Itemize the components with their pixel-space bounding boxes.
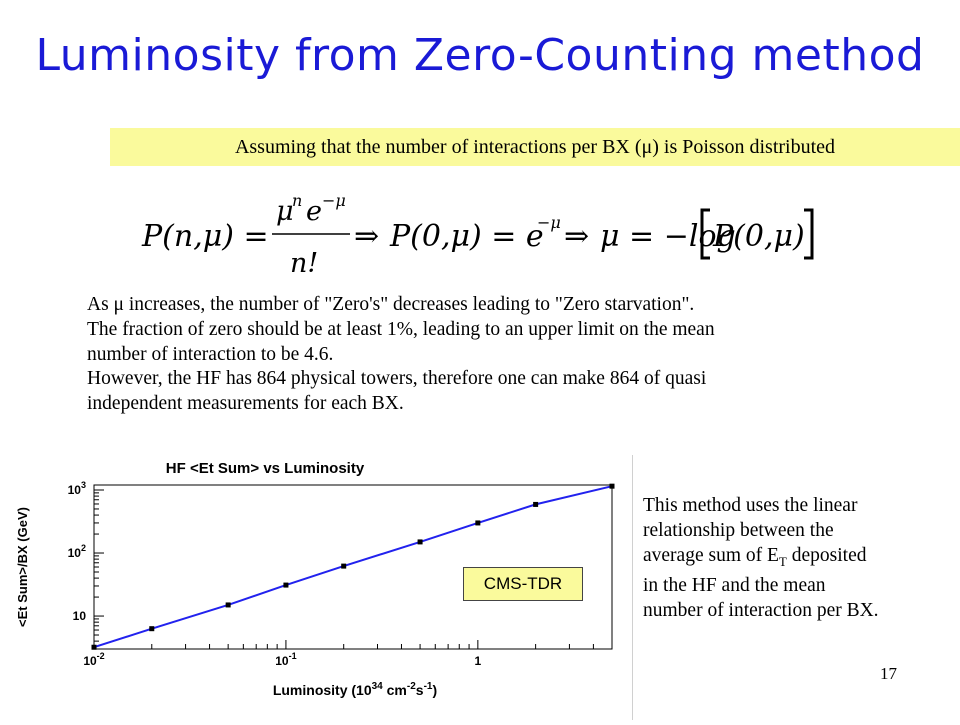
- desc-line: number of interaction per BX.: [643, 600, 879, 622]
- x-axis-label-sup: -2: [406, 681, 416, 692]
- formula-arrow-2: ⇒: [564, 219, 590, 254]
- x-axis-label-part: cm: [382, 682, 407, 698]
- data-point: [226, 602, 231, 607]
- y-tick-label: $10^3$: [67, 479, 86, 497]
- data-point: [610, 484, 615, 489]
- explanation-paragraph: [87, 293, 917, 417]
- assumption-banner: [110, 128, 960, 166]
- formula-p2-exp: −μ: [537, 213, 561, 232]
- y-tick-label: $10^2$: [67, 543, 86, 561]
- slide-title: Luminosity from Zero-Counting method: [35, 30, 925, 81]
- data-point: [92, 645, 97, 650]
- formula-p1: P(n,μ) =: [142, 219, 269, 254]
- formula-num-n: n: [292, 191, 303, 210]
- page-number: 17: [880, 664, 897, 683]
- desc-subscript: T: [778, 553, 787, 569]
- assumption-text: Assuming that the number of interactions per BX (μ) is Poisson distributed: [234, 136, 836, 158]
- formula-p3: μ = −log: [600, 219, 736, 254]
- desc-line: This method uses the linear: [643, 495, 858, 516]
- data-point: [149, 626, 154, 631]
- formula-num-e: e: [306, 196, 322, 227]
- para-line: As μ increases, the number of "Zero's" decreases leading to "Zero starvation".: [87, 294, 695, 315]
- y-tick-label: 10: [72, 609, 86, 624]
- formula-p3-inner: P(0,μ): [713, 219, 805, 254]
- y-axis-label: <Et Sum>/BX (GeV): [15, 507, 30, 627]
- x-tick-label: $10^{-2}$: [83, 651, 105, 668]
- desc-line: in the HF and the mean: [643, 575, 826, 597]
- source-badge: CMS-TDR: [463, 567, 583, 601]
- formula-num-mu: μ: [276, 196, 294, 227]
- para-line: independent measurements for each BX.: [87, 393, 404, 415]
- para-line: number of interaction to be 4.6.: [87, 343, 334, 365]
- data-point: [418, 539, 423, 544]
- x-axis-label-sup: -1: [423, 681, 433, 692]
- formula-den: n!: [290, 248, 319, 278]
- x-axis-label-part: Luminosity (10: [272, 682, 372, 698]
- desc-line: relationship between the: [643, 519, 834, 541]
- data-point: [533, 502, 538, 507]
- data-point: [475, 520, 480, 525]
- formula-num-exp: −μ: [322, 191, 346, 210]
- desc-text: deposited: [786, 544, 867, 566]
- x-tick-label: $10^{-1}$: [275, 651, 297, 668]
- x-axis-label-sup: 34: [371, 681, 383, 692]
- para-line: The fraction of zero should be at least 1%, leading to an upper limit on the mean: [87, 318, 715, 340]
- x-axis-label: [273, 681, 437, 698]
- formula-p2: P(0,μ) = e: [390, 219, 544, 254]
- desc-text: average sum of E: [643, 544, 779, 566]
- right-bracket: [804, 210, 812, 258]
- plot-title: HF <Et Sum> vs Luminosity: [165, 460, 365, 477]
- x-tick-label: 1: [474, 654, 482, 668]
- poisson-formula: [138, 188, 838, 278]
- vertical-divider: [632, 455, 633, 720]
- data-point: [341, 564, 346, 569]
- formula-svg: [138, 188, 838, 278]
- desc-line-et: [643, 544, 943, 575]
- para-line: However, the HF has 864 physical towers, therefore one can make 864 of quasi: [87, 368, 707, 390]
- x-axis-label-part: ): [432, 682, 438, 698]
- x-axis-label-part: s: [415, 682, 424, 698]
- formula-arrow-1: ⇒: [354, 219, 380, 254]
- data-point: [283, 583, 288, 588]
- method-description: [643, 494, 943, 624]
